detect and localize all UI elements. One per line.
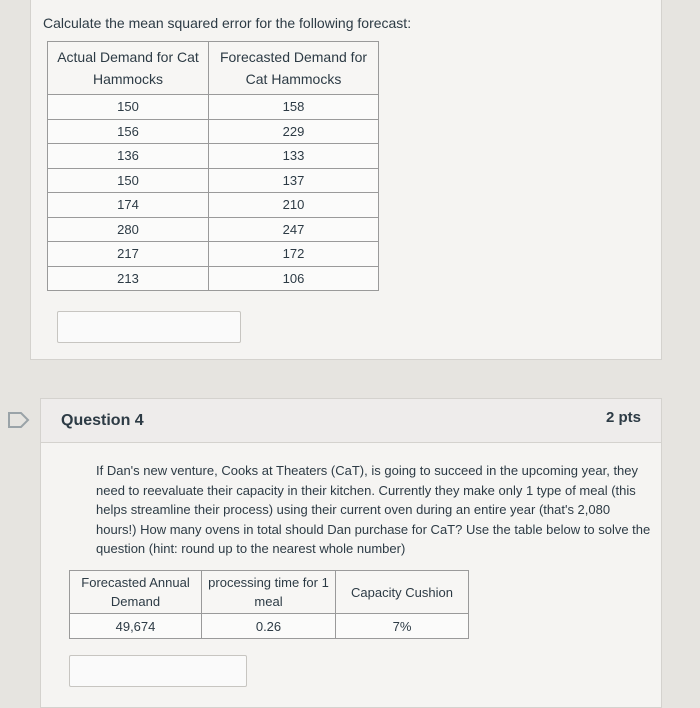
flag-icon[interactable] (6, 410, 32, 430)
actual-cell: 213 (48, 266, 209, 291)
table-row (48, 266, 379, 291)
actual-cell: 280 (48, 217, 209, 242)
table-row (48, 217, 379, 242)
forecast-cell: 137 (209, 168, 379, 193)
table-row (48, 119, 379, 144)
table-row (48, 144, 379, 169)
table-row (48, 168, 379, 193)
question-3-card (30, 0, 662, 360)
column-header-processing-time: processing time for 1 meal (202, 571, 336, 614)
column-header-capacity-cushion: Capacity Cushion (336, 571, 469, 614)
actual-cell: 150 (48, 95, 209, 120)
actual-cell: 136 (48, 144, 209, 169)
actual-cell: 217 (48, 242, 209, 267)
forecast-cell: 106 (209, 266, 379, 291)
column-header-actual: Actual Demand for Cat Hammocks (48, 42, 209, 95)
table-row (48, 242, 379, 267)
actual-cell: 150 (48, 168, 209, 193)
demand-table (47, 41, 379, 291)
processing-time-cell: 0.26 (202, 614, 336, 639)
column-header-forecast: Forecasted Demand for Cat Hammocks (209, 42, 379, 95)
column-header-demand: Forecasted Annual Demand (70, 571, 202, 614)
table-row (70, 614, 469, 639)
capacity-cushion-cell: 7% (336, 614, 469, 639)
forecast-cell: 158 (209, 95, 379, 120)
question-3-prompt: Calculate the mean squared error for the following forecast: (43, 15, 412, 31)
question-4-points: 2 pts (605, 409, 641, 426)
question-4-card (40, 398, 662, 708)
actual-cell: 174 (48, 193, 209, 218)
capacity-table (69, 570, 469, 639)
forecast-cell: 210 (209, 193, 379, 218)
question-4-title: Question 4 (61, 412, 144, 429)
question-4-header (41, 399, 661, 443)
forecast-cell: 133 (209, 144, 379, 169)
question-3-answer-input[interactable] (57, 311, 241, 343)
forecast-cell: 229 (209, 119, 379, 144)
forecast-cell: 247 (209, 217, 379, 242)
question-4-prompt: If Dan's new venture, Cooks at Theaters (CaT), is going to succeed in the upcoming year, they need to reevaluate their capacity in their kitchen. Currently they make only 1 type of meal (this helps streamline their process) using their current oven during an entire year (that's 2,080 hours!) How many ovens in total should Dan purchase for CaT? Use the table below to solve the question (hint: round up to the nearest whole number) (96, 463, 651, 556)
table-row (48, 193, 379, 218)
actual-cell: 156 (48, 119, 209, 144)
demand-cell: 49,674 (70, 614, 202, 639)
table-row (48, 95, 379, 120)
forecast-cell: 172 (209, 242, 379, 267)
question-4-answer-input[interactable] (69, 655, 247, 687)
